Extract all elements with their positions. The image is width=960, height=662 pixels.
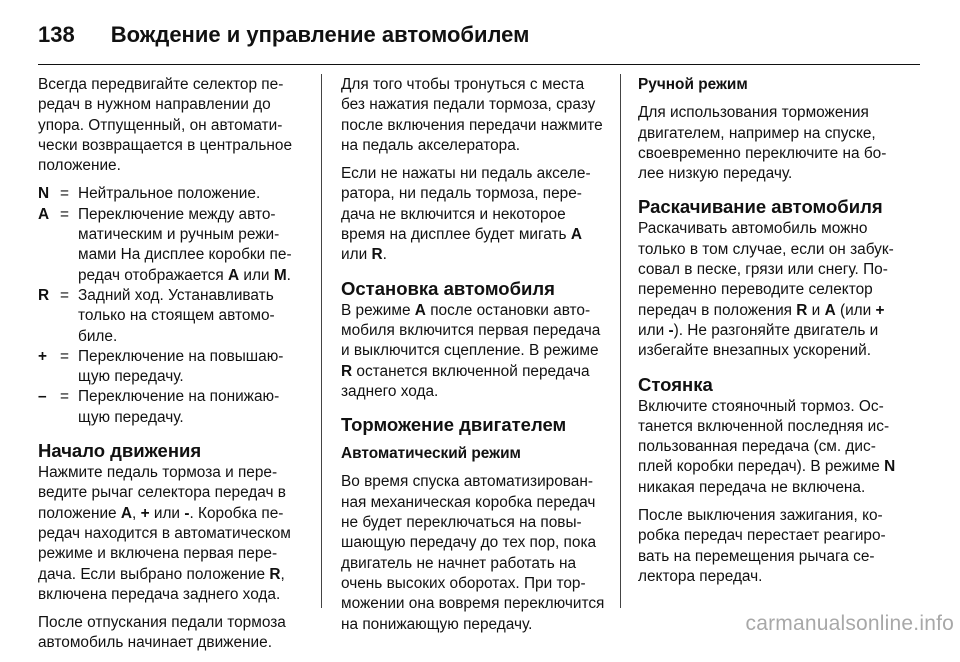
text: и (807, 301, 825, 319)
gear-equals: = (60, 286, 69, 304)
auto-paragraph: Во время спуска автоматизированная механическая коробка передач не будет переключаться на повышающую передачу до тех пор, пока двигатель не начнет работать на очень высоких оборотах. При торможении она вовремя переключится на понижающую передачу. (341, 473, 605, 633)
text: (или (835, 301, 876, 319)
stop-paragraph (341, 301, 605, 402)
text: ). Не разгоняйте двигатель и избегайте внезапных ускорений. (638, 321, 879, 360)
start-paragraph (38, 463, 302, 605)
gear-item-minus (38, 387, 302, 428)
page-header (38, 10, 920, 60)
gear-key: – (38, 388, 47, 406)
text: . Коробка передач находится в автоматическом режиме и включена первая передача. Если выбрано положение (38, 504, 291, 583)
intro-paragraph: Всегда передвигайте селектор передач в нужном направлении до упора. Отпущенный, он автоматически возвращается в центральное положение. (38, 76, 293, 175)
gear-symbol: R (371, 246, 383, 264)
subheading-manual: Ручной режим (638, 76, 748, 93)
text: или (149, 504, 185, 522)
text: Включите стояночный тормоз. Останется включенной последняя использованная передача (см. дисплей коробки передач). В режиме (638, 397, 890, 476)
manual-paragraph: Для использования торможения двигателем, например на спуске, своевременно переключите на более низкую передачу. (638, 104, 887, 183)
gear-description: Переключение на повышающую передачу. (78, 347, 284, 386)
paragraph (341, 164, 605, 265)
text: Нажмите педаль тормоза и переведите рычаг селектора передач в положение (38, 464, 286, 522)
text: . (286, 266, 291, 284)
text: Переключение между автоматическим и ручным режимами На дисплее коробки передач отображается (78, 205, 292, 284)
gear-symbol: N (884, 458, 896, 476)
gear-item-plus (38, 347, 302, 388)
text: , включена передача заднего хода. (38, 565, 285, 603)
text: , (132, 504, 141, 522)
text: останется включенной передача заднего хода. (341, 362, 590, 400)
section-heading-start: Начало движения (38, 440, 202, 462)
gear-description: Нейтральное положение. (78, 185, 261, 203)
gear-item-a (38, 205, 302, 286)
gear-symbol: + (875, 301, 885, 319)
header-divider (38, 64, 920, 65)
gear-equals: = (60, 205, 69, 223)
start-paragraph-2: После отпускания педали тормоза автомобиль начинает движение. (38, 614, 286, 652)
paragraph: Для того чтобы тронуться с места без нажатия педали тормоза, сразу после включения передачи нажмите на педаль акселератора. (341, 76, 603, 154)
gear-symbol: M (273, 266, 287, 284)
gear-symbol: R (796, 301, 808, 319)
section-heading-engine-brake: Торможение двигателем (341, 414, 567, 436)
gear-symbol: R (341, 362, 353, 380)
section-heading-stop: Остановка автомобиля (341, 277, 555, 299)
gear-description (78, 205, 302, 286)
text: или (239, 266, 274, 284)
gear-description: Переключение на понижающую передачу. (78, 388, 280, 426)
gear-equals: = (60, 185, 69, 203)
text: Раскачивать автомобиль можно только в том случае, если он забуксовал в песке, грязи или снегу. Попеременно переводите селектор передач в положения (638, 220, 894, 319)
gear-description: Задний ход. Устанавливать только на стоящем автомобиле. (78, 286, 275, 345)
gear-symbol: + (140, 504, 150, 522)
column-divider (620, 74, 621, 608)
text: никакая передача не включена. (638, 478, 866, 496)
watermark: carmanualsonline.info (745, 612, 954, 635)
column-divider (321, 74, 322, 608)
section-heading-parking: Стоянка (638, 373, 713, 395)
text: или (341, 246, 372, 264)
gear-symbol: - (668, 321, 674, 339)
gear-key: R (38, 286, 50, 304)
text: В режиме (341, 301, 415, 319)
gear-key: A (38, 205, 50, 223)
gear-item-r (38, 286, 302, 347)
gear-item-n (38, 184, 302, 204)
gear-symbol: A (570, 226, 582, 244)
parking-paragraph (638, 397, 902, 498)
gear-symbol: A (227, 266, 240, 284)
gear-equals: = (60, 388, 69, 406)
gear-symbol: A (120, 504, 133, 522)
gear-list (38, 184, 302, 428)
section-heading-rocking: Раскачивание автомобиля (638, 196, 883, 218)
subheading-auto: Автоматический режим (341, 445, 521, 463)
gear-equals: = (60, 347, 69, 365)
gear-symbol: A (824, 301, 836, 319)
gear-key: N (38, 185, 50, 203)
gear-symbol: A (414, 301, 426, 319)
page-title: Вождение и управление автомобилем (110, 22, 530, 47)
gear-symbol: R (269, 565, 281, 583)
page-number: 138 (38, 22, 75, 47)
column-1 (38, 75, 302, 662)
column-2 (341, 75, 605, 643)
gear-symbol: - (184, 504, 190, 522)
text: или (638, 321, 669, 339)
text: после остановки автомобиля включится первая передача и выключится сцепление. В режиме (341, 301, 601, 360)
rocking-paragraph (638, 219, 902, 361)
column-3 (638, 75, 902, 595)
text: . (382, 246, 387, 264)
text: Если не нажаты ни педаль акселератора, ни педаль тормоза, передача не включится и некоторое время на дисплее будет мигать (341, 165, 591, 244)
parking-paragraph-2: После выключения зажигания, коробка передач перестает реагировать на перемещения рычага селектора передач. (638, 507, 886, 585)
gear-key: + (38, 347, 47, 365)
